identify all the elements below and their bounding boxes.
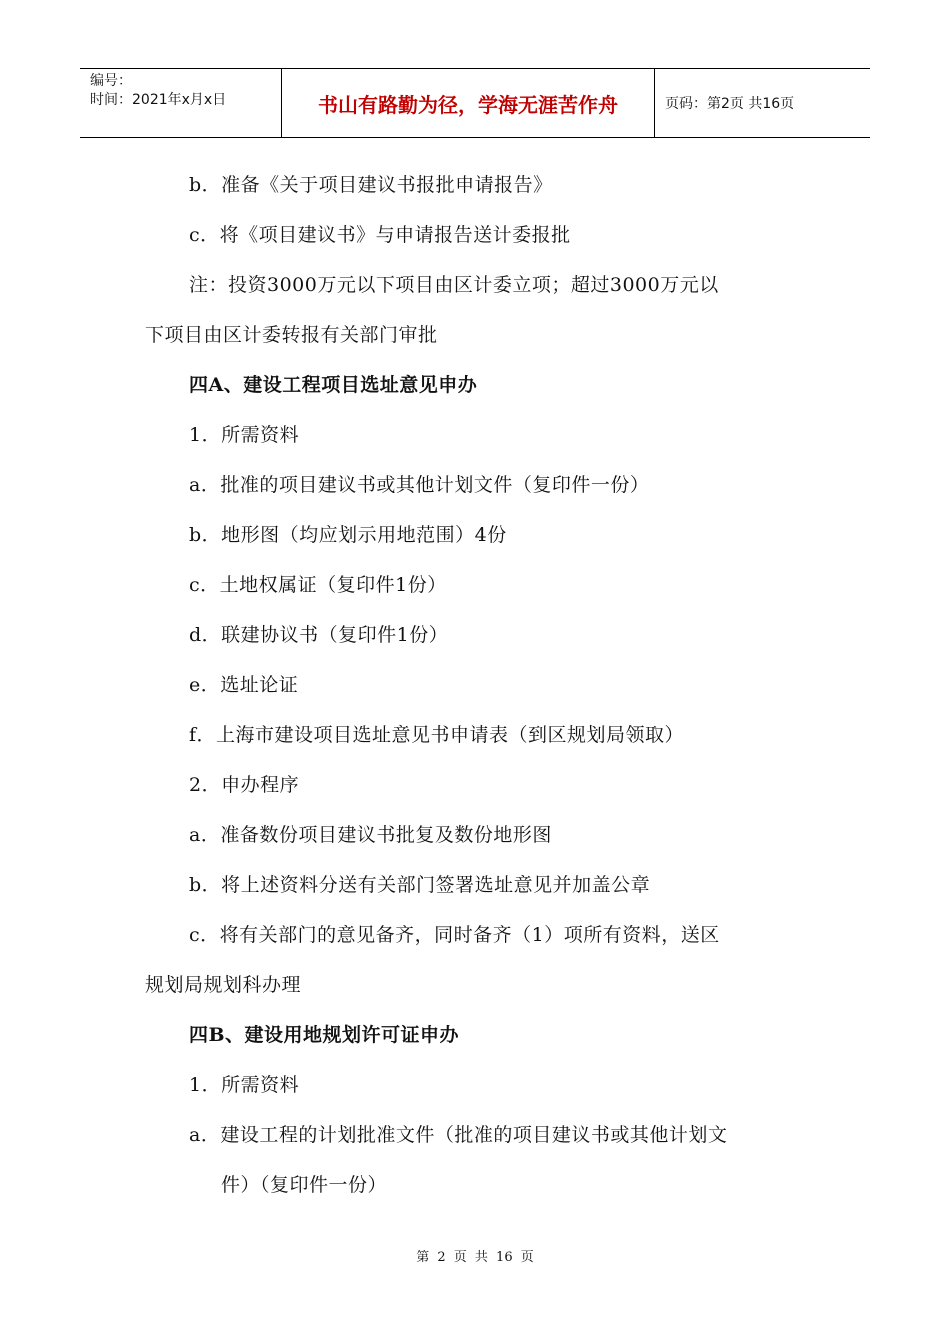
body-line: b．将上述资料分送有关部门签署选址意见并加盖公章 (189, 874, 651, 896)
header-meta (80, 69, 282, 137)
header-page-code: 页码：第2页 共16页 (665, 96, 795, 112)
body-line: 1．所需资料 (189, 424, 300, 446)
body-line: 注：投资3000万元以下项目由区计委立项；超过3000万元以 (189, 274, 719, 296)
body-line: d．联建协议书（复印件1份） (189, 624, 449, 646)
body-line: 1．所需资料 (189, 1074, 300, 1096)
body-line: a．准备数份项目建议书批复及数份地形图 (189, 824, 552, 846)
body-line: 件）（复印件一份） (221, 1174, 388, 1196)
body-line: c．将《项目建议书》与申请报告送计委报批 (189, 224, 571, 246)
body-line: a．建设工程的计划批准文件（批准的项目建议书或其他计划文 (189, 1124, 728, 1146)
body-line: f．上海市建设项目选址意见书申请表（到区规划局领取） (189, 724, 685, 746)
body-line: c．将有关部门的意见备齐，同时备齐（1）项所有资料，送区 (189, 924, 720, 946)
document-header (80, 68, 870, 138)
document-body (145, 160, 825, 1210)
section-heading: 四B、建设用地规划许可证申办 (189, 1024, 460, 1046)
header-motto: 书山有路勤为径，学海无涯苦作舟 (282, 69, 655, 137)
document-number-label: 编号： (90, 73, 132, 89)
body-line: c．土地权属证（复印件1份） (189, 574, 447, 596)
body-line: 2．申办程序 (189, 774, 300, 796)
body-line: 下项目由区计委转报有关部门审批 (145, 324, 438, 346)
body-line: e．选址论证 (189, 674, 299, 696)
document-date-label: 时间：2021年x月x日 (90, 92, 227, 108)
section-heading: 四A、建设工程项目选址意见申办 (189, 374, 478, 396)
body-line: a．批准的项目建议书或其他计划文件（复印件一份） (189, 474, 650, 496)
body-line: 规划局规划科办理 (145, 974, 302, 996)
body-line: b．准备《关于项目建议书报批申请报告》 (189, 174, 553, 196)
body-line: b．地形图（均应划示用地范围）4份 (189, 524, 507, 546)
page-footer: 第 2 页 共 16 页 (416, 1250, 534, 1265)
